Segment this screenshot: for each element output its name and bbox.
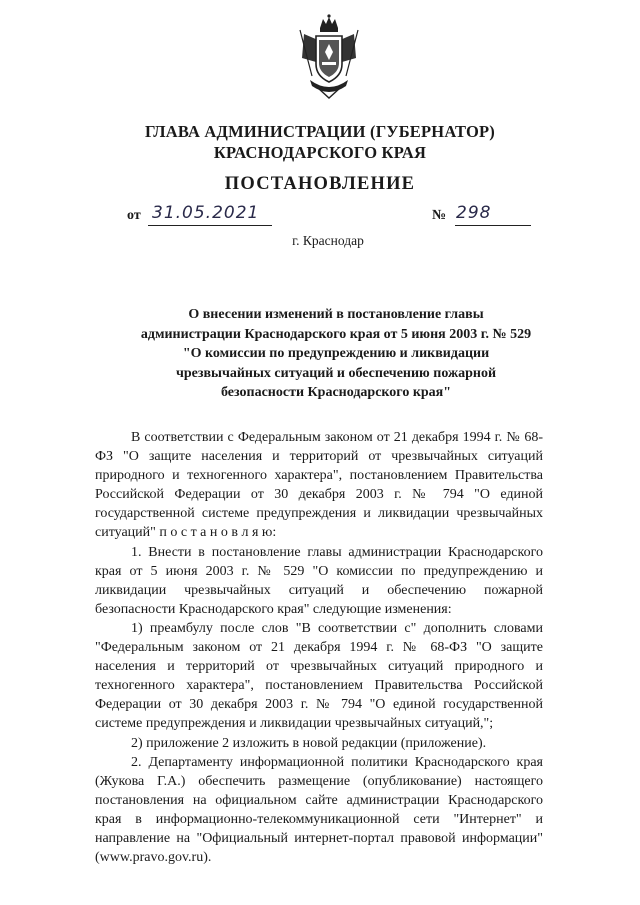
coat-of-arms-icon	[298, 14, 360, 100]
body-paragraph: 2) приложение 2 изложить в новой редакции (приложение).	[131, 735, 487, 751]
body-paragraph: 1) преамбулу после слов "В соответствии с" дополнить словами "Федеральным законом от 21 декабря 1994 г. № 68-ФЗ "О защите населения и территорий от чрезвычайных ситуаций природного и техногенного характера", постановлением Правительства Российской Федерации от 30 декабря 2003 г. № 794 "О единой государственной системе предупреждения и ликвидации чрезвычайных ситуаций,";	[95, 620, 543, 732]
document-subject: О внесении изменений в постановление главы администрации Краснодарского края от 5 июня 2003 г. № 529 "О комиссии по предупреждению и ликвидации чрезвычайных ситуаций и обеспечению пожарной безопасности Краснодарского края"	[140, 307, 532, 401]
document-type: ПОСТАНОВЛЕНИЕ	[224, 174, 416, 194]
city: г. Краснодар	[292, 233, 364, 248]
date-label: от	[127, 208, 141, 223]
body-paragraph: В соответствии с Федеральным законом от 21 декабря 1994 г. № 68-ФЗ "О защите населения и территорий от чрезвычайных ситуаций природного и техногенного характера", постановлением Правительства Российской Федерации от 30 декабря 2003 г. № 794 "О единой государственной системе предупреждения и ликвидации чрезвычайных ситуаций" п о с т а н о в л я ю:	[95, 430, 543, 541]
header-title-line2: КРАСНОДАРСКОГО КРАЯ	[213, 143, 427, 162]
number-value: 298	[456, 203, 492, 223]
date-underline	[148, 225, 272, 226]
body-paragraph: 1. Внести в постановление главы администрации Краснодарского края от 5 июня 2003 г. № 529 "О комиссии по предупреждению и ликвидации чрезвычайных ситуаций и обеспечению пожарной безопасности Краснодарского края" следующие изменения:	[95, 544, 543, 617]
body-paragraph: 2. Департаменту информационной политики Краснодарского края (Жукова Г.А.) обеспечить размещение (опубликование) настоящего постановления на официальном сайте администрации Краснодарского края в информационно-телекоммуникационной сети "Интернет" и направление на "Официальный интернет-портал правовой информации" (www.pravo.gov.ru).	[95, 754, 543, 866]
document-body	[95, 428, 543, 867]
number-underline	[455, 225, 531, 226]
date-value: 31.05.2021	[152, 203, 260, 223]
number-label: №	[432, 208, 447, 223]
header-title-line1: ГЛАВА АДМИНИСТРАЦИИ (ГУБЕРНАТОР)	[145, 122, 495, 141]
